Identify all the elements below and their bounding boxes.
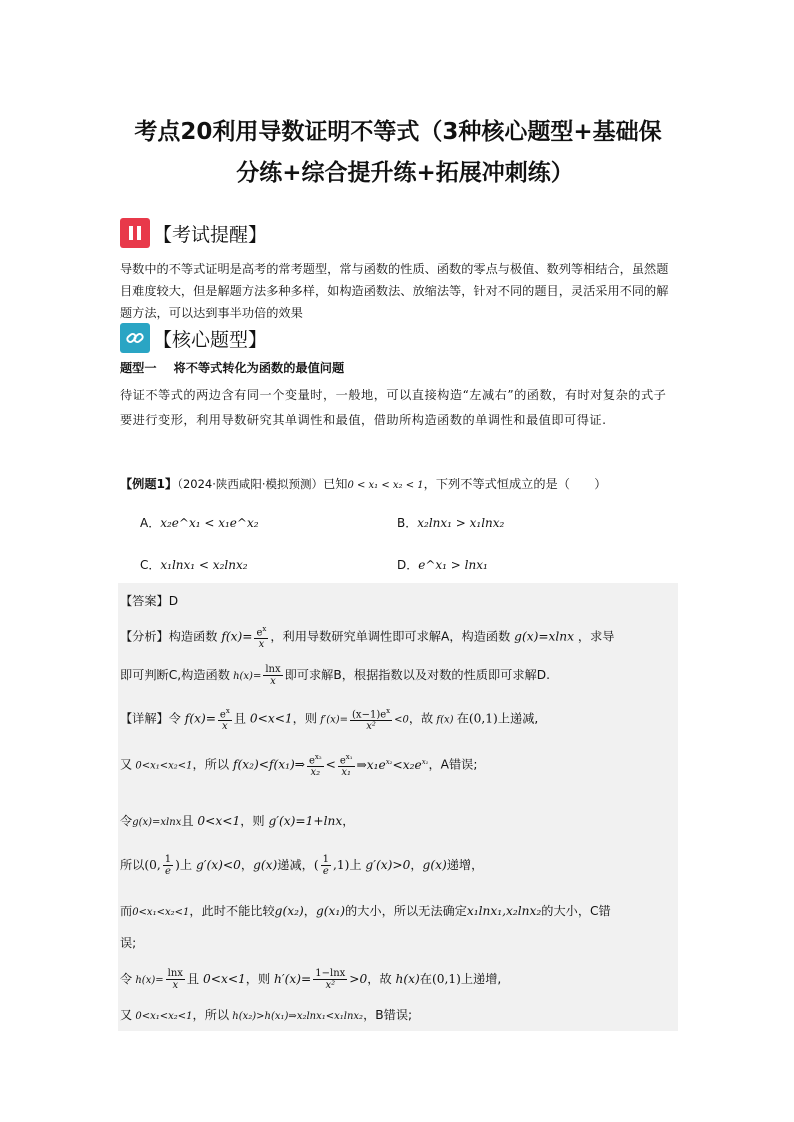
fraction: $\frac{1-\ln x}{\text{x²}}$: [315, 968, 346, 991]
type1-description: 待证不等式的两边含有同一个变量时，一般地，可以直接构造“左减右”的函数，有时对复杂的式子要进行变形，利用导数研究其单调性和最值，借助所构造函数的单调性和最值即可得证.: [120, 388, 667, 427]
fraction: $\frac{e^{x_1}}{\text{x₁}}$: [339, 753, 353, 779]
detail-text: 又: [120, 1008, 133, 1022]
page-title-line2: 分练+综合提升练+拓展冲刺练）: [236, 160, 574, 186]
example-label: 【例题1】: [120, 477, 178, 491]
type1-label: 题型一: [120, 361, 157, 375]
detail-text: 上: [349, 858, 362, 872]
fraction: $\frac{e^x}{x}$: [256, 625, 267, 651]
detail-text: 而: [120, 904, 133, 918]
option-c: [140, 556, 248, 573]
fraction: $\frac{(x-1)e^x}{\text{x²}}$: [352, 707, 391, 733]
detail-line-2: 又 0<x₁<x₂<1，所以 f(x₂)<f(x₁)⇒ $\frac{e^{x_2}}{\text{x₂}}$ < $\frac{e^{x_1}}{\text{x₁}}$ $\Rightarrow x_1e^{x_2}<x_2e^{x_1}$，A错误;: [120, 753, 478, 779]
detail-text: ，: [303, 904, 316, 918]
type1-title: 将不等式转化为函数的最值问题: [173, 361, 345, 375]
detail-text: 上递增,: [460, 972, 502, 986]
detail-text: ，故: [408, 711, 434, 726]
option-a-expr: x₂e^x₁ < x₁e^x₂: [160, 516, 259, 530]
option-d: [397, 556, 488, 573]
analysis-text: ，利用导数研究单调性即可求解A，构造函数: [270, 629, 511, 644]
detail-text: 且: [233, 711, 246, 726]
analysis-line-2: 即可判断C,构造函数 h(x)= $\frac{\ln x}{x}$ 即可求解B，根据指数以及对数的性质即可求解D.: [120, 664, 550, 687]
detail-line-5: 而0<x₁<x₂<1，此时不能比较g(x₂)，g(x₁)的大小，所以无法确定x₁lnx₁,x₂lnx₂的大小，C错: [120, 904, 611, 918]
detail-text: 令: [120, 814, 133, 828]
fraction: $\frac{e^x}{x}$: [219, 707, 230, 733]
analysis-text: 即可求解B，根据指数以及对数的性质即可求解D.: [284, 668, 550, 682]
type1-heading: [120, 359, 344, 376]
option-d-expr: e^x₁ > lnx₁: [418, 558, 488, 572]
detail-text: 且: [186, 972, 200, 986]
example-stem-b: ，下列不等式恒成立的是（ ）: [423, 477, 607, 491]
detail-text: ，A错误;: [428, 757, 478, 772]
page-title-line1: 考点20利用导数证明不等式（3种核心题型+基础保: [134, 119, 662, 145]
detail-text: 令: [168, 711, 181, 726]
detail-line-6: 误;: [120, 936, 137, 950]
reminder-text: 导数中的不等式证明是高考的常考题型，常与函数的性质、函数的零点与极值、数列等相结合，虽然题目难度较大，但是解题方法多种多样，如构造函数法、放缩法等，针对不同的题目，灵活采用不同的解题方法，可以达到事半功倍的效果: [120, 262, 669, 320]
answer-label: 【答案】D: [120, 594, 179, 608]
option-d-label: D．: [397, 558, 419, 572]
detail-text: 的大小，所以无法确定: [345, 904, 467, 918]
example-stem-a: 已知: [323, 477, 348, 491]
core-heading: 【核心题型】: [153, 328, 268, 351]
fraction: $\frac{\ln x}{x}$: [167, 968, 183, 991]
detail-text: 又: [120, 757, 133, 772]
option-b: [397, 514, 504, 531]
detail-text: 在: [419, 972, 432, 986]
reminder-header: [120, 218, 267, 248]
detail-text: ，则: [240, 814, 265, 828]
detail-text: 且: [181, 814, 194, 828]
detail-text: 的大小，C错: [541, 904, 611, 918]
fraction: $\frac{\ln x}{x}$: [265, 664, 281, 687]
detail-label: 【详解】: [120, 711, 169, 726]
core-header: [120, 323, 267, 353]
detail-text: ，: [240, 858, 254, 872]
fraction: $\frac{1}{e}$: [322, 854, 329, 877]
detail-text: ，故: [367, 972, 392, 986]
detail-text: ，所以: [192, 1008, 230, 1022]
detail-text: 递减，: [277, 858, 314, 872]
pause-bars-icon: [120, 218, 150, 248]
detail-text: 所以: [120, 858, 145, 872]
analysis-text: 构造函数: [168, 629, 218, 644]
option-a: [140, 514, 259, 531]
detail-text: ，此时不能比较: [189, 904, 275, 918]
detail-line-3: 令g(x)=xlnx且 0<x<1，则 g′(x)=1+lnx，: [120, 814, 355, 828]
example-condition: 0 < x₁ < x₂ < 1: [347, 480, 424, 491]
example-source: （2024·陕西咸阳·模拟预测）: [177, 477, 324, 491]
analysis-label: 【分析】: [120, 629, 169, 644]
detail-text: ，所以: [192, 757, 230, 772]
detail-line-7: 令 h(x)= $\frac{\ln x}{x}$ 且 0<x<1，则 h′(x)= $\frac{1-\ln x}{\text{x²}}$ >0，故 h(x)在(0,1)上递增,: [120, 968, 502, 991]
example-stem: [120, 475, 606, 492]
detail-text: 上: [179, 858, 193, 872]
fraction: $\frac{e^{x_2}}{\text{x₂}}$: [308, 753, 322, 779]
detail-text: 上递减,: [497, 711, 539, 726]
detail-text: 令: [120, 972, 133, 986]
option-b-expr: x₂lnx₁ > x₁lnx₂: [417, 516, 505, 530]
reminder-heading: 【考试提醒】: [153, 223, 268, 246]
detail-text: ，: [342, 814, 355, 828]
detail-line-1: 【详解】令 f(x)= $\frac{e^x}{x}$ 且 0<x<1，则 f′(x)= $\frac{(x-1)e^x}{\text{x²}}$ <0，故 f(x) 在(0,1)上递减,: [120, 707, 539, 733]
detail-text: ，: [410, 858, 423, 872]
detail-text: ，B错误;: [363, 1008, 413, 1022]
fraction: $\frac{1}{e}$: [164, 854, 172, 877]
analysis-text: ，求导: [577, 629, 615, 644]
detail-text: ，则: [292, 711, 318, 726]
detail-text: ，则: [245, 972, 271, 986]
link-icon: [120, 323, 150, 353]
option-c-label: C．: [140, 558, 161, 572]
detail-line-8: 又 0<x₁<x₂<1，所以 h(x₂)>h(x₁)⇒x₂lnx₁<x₁lnx₂，B错误;: [120, 1008, 413, 1022]
option-a-label: A．: [140, 516, 161, 530]
detail-line-4: 所以(0, $\frac{1}{e}$ )上 g′(x)<0，g(x)递减，( $\frac{1}{e}$ ,1)上 g′(x)>0，g(x)递增，: [120, 854, 484, 877]
option-c-expr: x₁lnx₁ < x₂lnx₂: [160, 558, 248, 572]
detail-text: 递增，: [446, 858, 484, 872]
analysis-text: 即可判断C,构造函数: [120, 668, 230, 682]
option-b-label: B．: [397, 516, 418, 530]
analysis-line-1: 【分析】构造函数 f(x)= $\frac{e^x}{x}$ ，利用导数研究单调性即可求解A，构造函数 g(x)=xlnx ，求导: [120, 625, 615, 651]
detail-text: 在: [456, 711, 469, 726]
